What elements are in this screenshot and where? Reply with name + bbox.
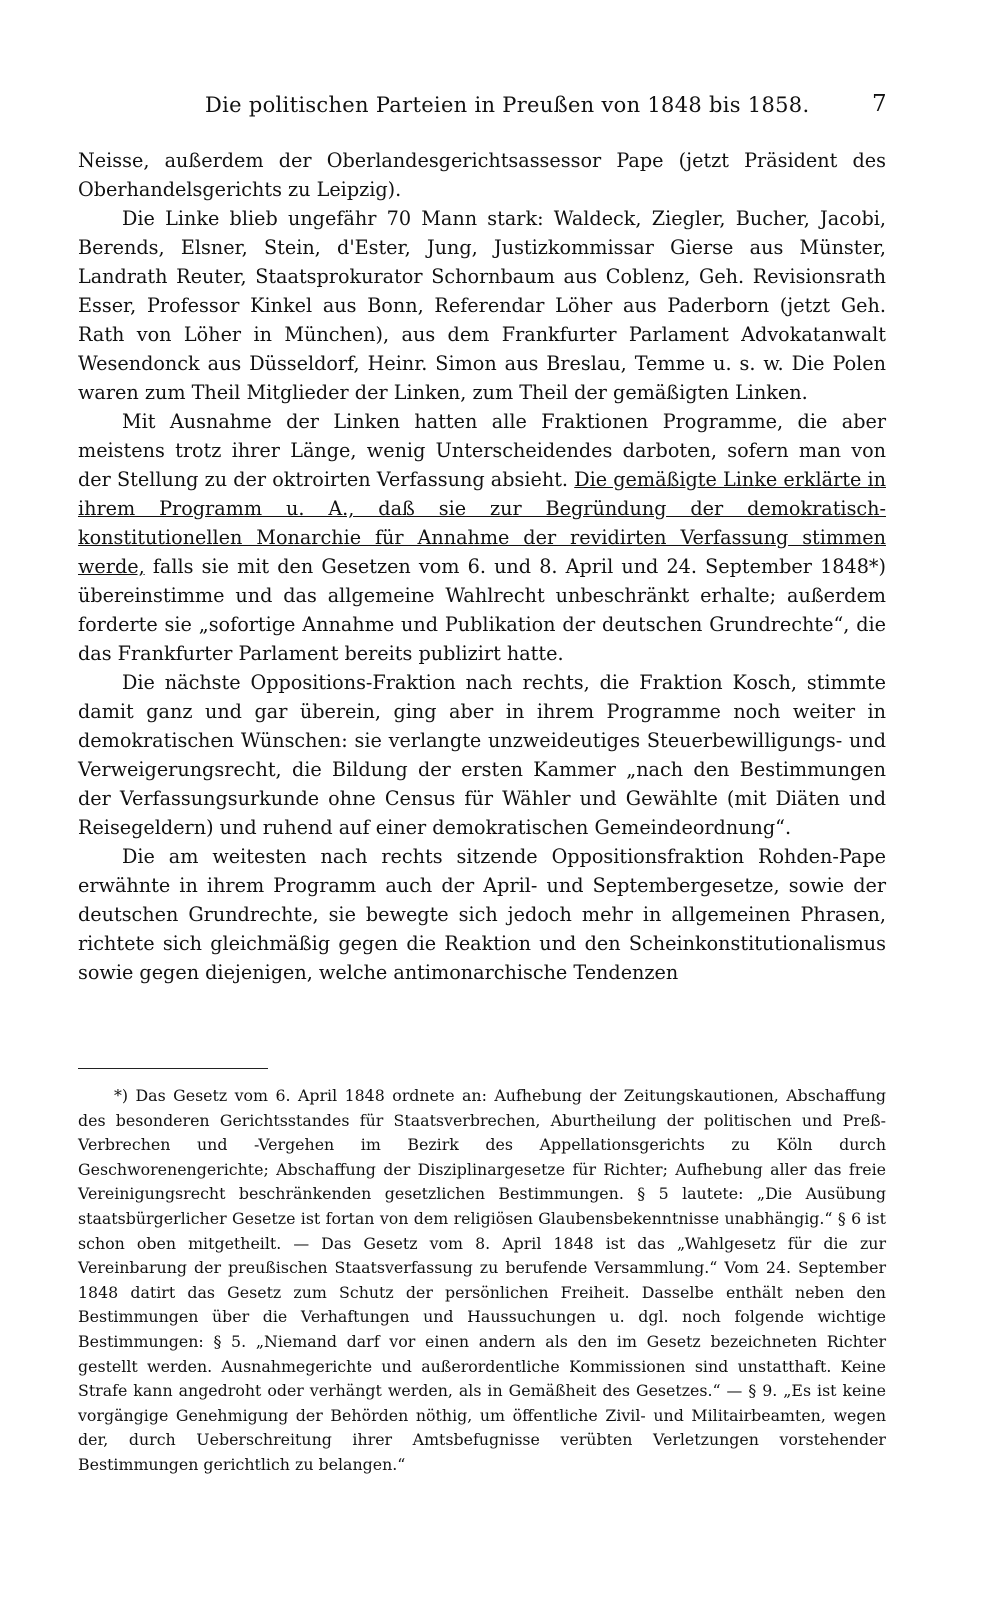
paragraph-linke: Die Linke blieb ungefähr 70 Mann stark: Waldeck, Ziegler, Bucher, Jacobi, Berends, Elsner, Stein, d'Ester, Jung, Justizkommissar Gierse aus Münster, Landrath Reuter, Staatsprokurator Schornbaum aus Coblenz, Geh. Revisionsrath Esser, Professor Kinkel aus Bonn, Referendar Löher aus Paderborn (jetzt Geh. Rath von Löher in München), aus dem Frankfurter Parlament Advokatanwalt Wesendonck aus Düsseldorf, Heinr. Simon aus Breslau, Temme u. s. w. Die Polen waren zum Theil Mitglieder der Linken, zum Theil der gemäßigten Linken.: [78, 207, 886, 404]
footnote: *) Das Gesetz vom 6. April 1848 ordnete an: Aufhebung der Zeitungskautionen, Abschaffung des besonderen Gerichtsstandes für Staatsverbrechen, Aburtheilung der politischen und Preß-Verbrechen und -Vergehen im Bezirk des Appellationsgerichts zu Köln durch Geschworenengerichte; Abschaffung der Disziplinargesetze für Richter; Aufhebung aller das freie Vereinigungsrecht beschränkenden gesetzlichen Bestimmungen. § 5 lautete: „Die Ausübung staatsbürgerlicher Gesetze ist fortan von dem religiösen Glaubensbekenntnisse unabhängig.“ § 6 ist schon oben mitgetheilt. — Das Gesetz vom 8. April 1848 ist das „Wahlgesetz für die zur Vereinbarung der preußischen Staatsverfassung zu berufende Versammlung.“ Vom 24. September 1848 datirt das Gesetz zum Schutz der persönlichen Freiheit. Dasselbe enthält neben den Bestimmungen über die Verhaftungen und Haussuchungen u. dgl. noch folgende wichtige Bestimmungen: § 5. „Niemand darf vor einen andern als den im Gesetz bezeichneten Richter gestellt werden. Ausnahmegerichte und außerordentliche Kommissionen sind unstatthaft. Keine Strafe kann angedroht oder verhängt werden, als in Gemäßheit des Gesetzes.“ — § 9. „Es ist keine vorgängige Genehmigung der Behörden nöthig, um öffentliche Zivil- und Militairbeamten, wegen der, durch Ueberschreitung ihrer Amtsbefugnisse verübten Verletzungen vorstehender Bestimmungen gerichtlich zu belangen.“: [78, 1086, 886, 1474]
footnote-separator: [78, 1068, 268, 1069]
paragraph-fraktionen-end: falls sie mit den Gesetzen vom 6. und 8. April und 24. September 1848*) übereinstimme und das allgemeine Wahlrecht unbeschränkt erhalte; außerdem forderte sie „sofortige Annahme und Publikation der deutschen Grundrechte“, die das Frankfurter Parlament bereits publizirt hatte.: [78, 555, 886, 665]
underlined-passage: Die gemäßigte Linke erklärte in ihrem Programm u. A., daß sie zur Begründung der demokratisch-konstitutionellen Monarchie für Annahme der revidirten Verfassung stimmen werde,: [78, 468, 886, 578]
paragraph-fraktionen: [78, 407, 886, 668]
paragraph-rohden-pape: Die am weitesten nach rechts sitzende Oppositionsfraktion Rohden-Pape erwähnte in ihrem Programm auch der April- und Septembergesetze, sowie der deutschen Grundrechte, sie bewegte sich jedoch mehr in allgemeinen Phrasen, richtete sich gleichmäßig gegen die Reaktion und den Scheinkonstitutionalismus sowie gegen diejenigen, welche antimonarchische Tendenzen: [78, 845, 886, 984]
paragraph-kosch: Die nächste Oppositions-Fraktion nach rechts, die Fraktion Kosch, stimmte damit ganz und gar überein, ging aber in ihrem Programme noch weiter in demokratischen Wünschen: sie verlangte unzweideutiges Steuerbewilligungs- und Verweigerungsrecht, die Bildung der ersten Kammer „nach den Bestimmungen der Verfassungsurkunde ohne Census für Wähler und Gewählte (mit Diäten und Reisegeldern) und ruhend auf einer demokratischen Gemeindeordnung“.: [78, 671, 886, 839]
running-title: Die politischen Parteien in Preußen von 1848 bis 1858.: [205, 93, 810, 117]
paragraph-continuation: Neisse, außerdem der Oberlandesgerichtsassessor Pape (jetzt Präsident des Oberhandelsgerichts zu Leipzig).: [78, 149, 886, 201]
paragraph-fraktionen-start: Mit Ausnahme der Linken hatten alle Fraktionen Programme, die aber meistens trotz ihrer Länge, wenig Unterscheidendes darboten, sofern man von der Stellung zu der oktroirten Verfassung absieht.: [78, 410, 886, 491]
page-number: 7: [872, 91, 887, 117]
main-text: [78, 146, 886, 987]
